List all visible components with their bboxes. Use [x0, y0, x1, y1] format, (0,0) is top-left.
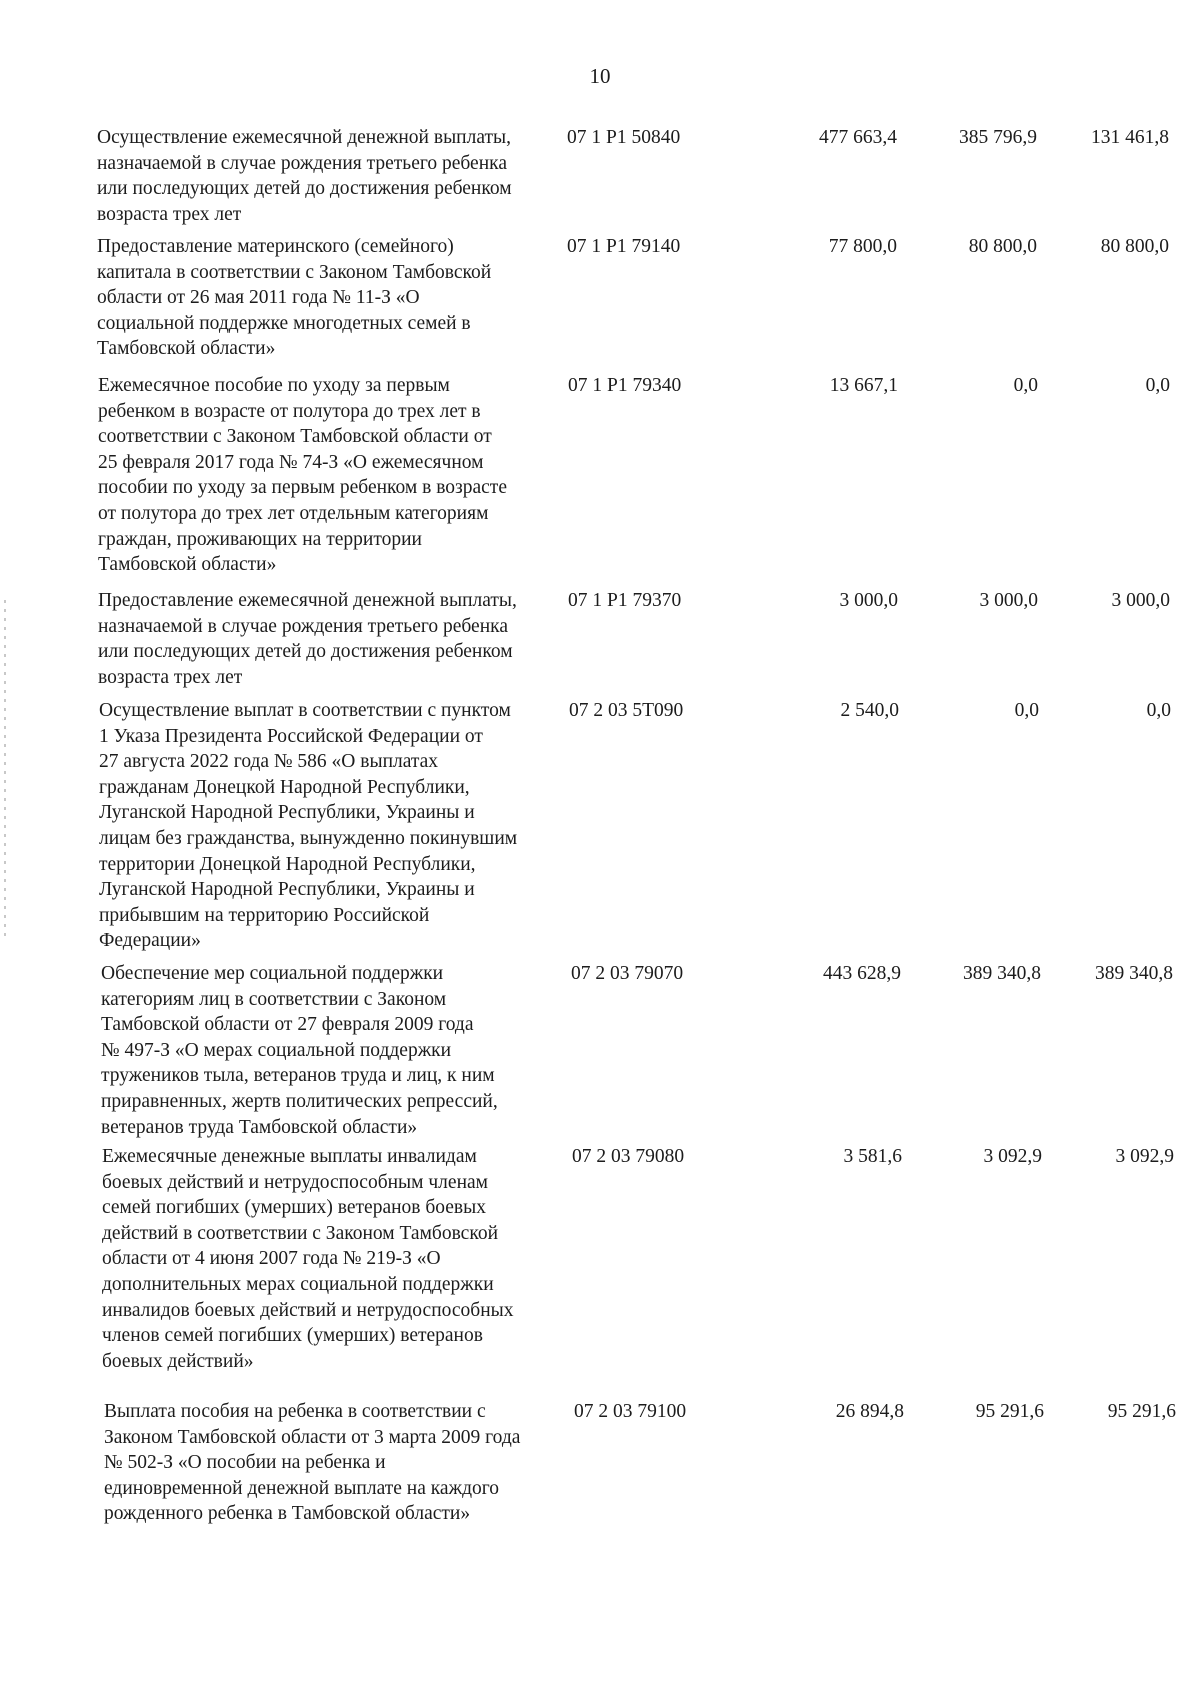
amount-year-2: 0,0: [1014, 700, 1039, 721]
description-line: дополнительных мерах социальной поддержки: [102, 1273, 494, 1295]
page-number: 10: [589, 64, 611, 88]
description-line: назначаемой в случае рождения третьего ребенка: [98, 615, 508, 637]
description-line: лицам без гражданства, вынужденно покинувшим: [99, 827, 518, 849]
description-line: граждан, проживающих на территории: [98, 528, 422, 550]
description-line: Предоставление ежемесячной денежной выплаты,: [98, 590, 517, 611]
description-line: № 502-З «О пособии на ребенка и: [104, 1452, 386, 1474]
description-line: Осуществление выплат в соответствии с пунктом: [99, 700, 511, 721]
description-line: 25 февраля 2017 года № 74-З «О ежемесячном: [98, 451, 484, 473]
amount-year-1: 2 540,0: [840, 700, 899, 721]
budget-code: 07 2 03 79100: [574, 1401, 687, 1422]
amount-year-2: 95 291,6: [975, 1401, 1044, 1422]
description-line: боевых действий»: [102, 1350, 254, 1372]
description-line: семей погибших (умерших) ветеранов боевых: [102, 1197, 486, 1219]
description-line: рожденного ребенка в Тамбовской области»: [104, 1503, 471, 1525]
description-line: Луганской Народной Республики, Украины и: [99, 879, 475, 901]
description-line: инвалидов боевых действий и нетрудоспособных: [102, 1299, 514, 1321]
budget-code: 07 1 P1 50840: [567, 127, 681, 148]
amount-year-2: 389 340,8: [963, 963, 1041, 984]
description-line: боевых действий и нетрудоспособным членам: [102, 1171, 489, 1193]
description-line: капитала в соответствии с Законом Тамбовской: [97, 261, 492, 283]
description-line: Обеспечение мер социальной поддержки: [101, 963, 444, 984]
description-line: территории Донецкой Народной Республики,: [99, 853, 476, 875]
description-line: от полутора до трех лет отдельным категориям: [98, 502, 489, 524]
amount-year-2: 80 800,0: [968, 236, 1037, 257]
description-line: ребенком в возрасте от полутора до трех лет в: [98, 400, 481, 422]
amount-year-3: 95 291,6: [1107, 1401, 1176, 1422]
amount-year-2: 3 092,9: [983, 1146, 1042, 1167]
description-line: назначаемой в случае рождения третьего ребенка: [97, 152, 507, 174]
description-line: области от 26 мая 2011 года № 11-З «О: [97, 287, 420, 309]
description-line: категориям лиц в соответствии с Законом: [101, 988, 447, 1010]
description-line: Тамбовской области от 27 февраля 2009 года: [101, 1014, 474, 1036]
description-line: ветеранов труда Тамбовской области»: [101, 1116, 418, 1138]
description-line: Осуществление ежемесячной денежной выплаты,: [97, 127, 511, 148]
description-line: приравненных, жертв политических репрессий,: [101, 1090, 498, 1112]
amount-year-1: 3 581,6: [843, 1146, 902, 1167]
budget-code: 07 2 03 79070: [571, 963, 684, 984]
description-line: пособии по уходу за первым ребенком в возрасте: [98, 477, 507, 499]
description-line: Ежемесячные денежные выплаты инвалидам: [102, 1146, 477, 1167]
description-line: единовременной денежной выплате на каждого: [104, 1477, 499, 1499]
row-description: [104, 1399, 594, 1527]
amount-year-1: 13 667,1: [829, 375, 898, 396]
description-line: № 497-З «О мерах социальной поддержки: [101, 1039, 452, 1061]
description-line: 1 Указа Президента Российской Федерации от: [99, 725, 483, 747]
row-description: [97, 234, 587, 362]
description-line: гражданам Донецкой Народной Республики,: [99, 776, 470, 798]
description-line: Тамбовской области»: [97, 338, 276, 360]
description-line: прибывшим на территорию Российской: [99, 904, 430, 926]
budget-code: 07 1 P1 79370: [568, 590, 682, 611]
description-line: Тамбовской области»: [98, 554, 277, 576]
description-line: возраста трех лет: [98, 666, 243, 688]
budget-code: 07 2 03 5T090: [569, 700, 684, 721]
description-line: Федерации»: [99, 930, 201, 952]
description-line: членов семей погибших (умерших) ветеранов: [102, 1325, 483, 1347]
amount-year-3: 3 092,9: [1115, 1146, 1174, 1167]
description-line: тружеников тыла, ветеранов труда и лиц, к ним: [101, 1065, 495, 1087]
scan-binding-marks: [4, 600, 6, 940]
amount-year-3: 3 000,0: [1111, 590, 1170, 611]
amount-year-3: 80 800,0: [1100, 236, 1169, 257]
amount-year-3: 0,0: [1145, 375, 1170, 396]
description-line: социальной поддержке многодетных семей в: [97, 312, 471, 334]
budget-code: 07 1 P1 79140: [567, 236, 681, 257]
row-description: [98, 588, 588, 690]
row-description: [101, 961, 591, 1140]
amount-year-1: 443 628,9: [823, 963, 901, 984]
amount-year-1: 26 894,8: [835, 1401, 904, 1422]
description-line: Ежемесячное пособие по уходу за первым: [98, 375, 450, 396]
description-line: или последующих детей до достижения ребенком: [97, 178, 512, 200]
amount-year-1: 477 663,4: [819, 127, 897, 148]
row-description: [102, 1144, 592, 1374]
amount-year-2: 385 796,9: [959, 127, 1037, 148]
amount-year-1: 77 800,0: [828, 236, 897, 257]
row-description: [98, 373, 588, 578]
description-line: 27 августа 2022 года № 586 «О выплатах: [99, 751, 439, 773]
amount-year-2: 0,0: [1013, 375, 1038, 396]
amount-year-3: 0,0: [1146, 700, 1171, 721]
amount-year-2: 3 000,0: [979, 590, 1038, 611]
row-description: [99, 698, 589, 954]
description-line: Луганской Народной Республики, Украины и: [99, 802, 475, 824]
amount-year-3: 131 461,8: [1091, 127, 1169, 148]
row-description: [97, 125, 587, 227]
description-line: действий в соответствии с Законом Тамбовской: [102, 1222, 499, 1244]
amount-year-1: 3 000,0: [839, 590, 898, 611]
amount-year-3: 389 340,8: [1095, 963, 1173, 984]
description-line: Выплата пособия на ребенка в соответствии с: [104, 1401, 486, 1422]
budget-code: 07 2 03 79080: [572, 1146, 685, 1167]
budget-code: 07 1 P1 79340: [568, 375, 682, 396]
description-line: Законом Тамбовской области от 3 марта 2009 года: [104, 1426, 521, 1448]
description-line: или последующих детей до достижения ребенком: [98, 641, 513, 663]
description-line: соответствии с Законом Тамбовской области от: [98, 426, 492, 448]
description-line: области от 4 июня 2007 года № 219-З «О: [102, 1248, 441, 1270]
description-line: возраста трех лет: [97, 203, 242, 225]
description-line: Предоставление материнского (семейного): [97, 236, 454, 257]
